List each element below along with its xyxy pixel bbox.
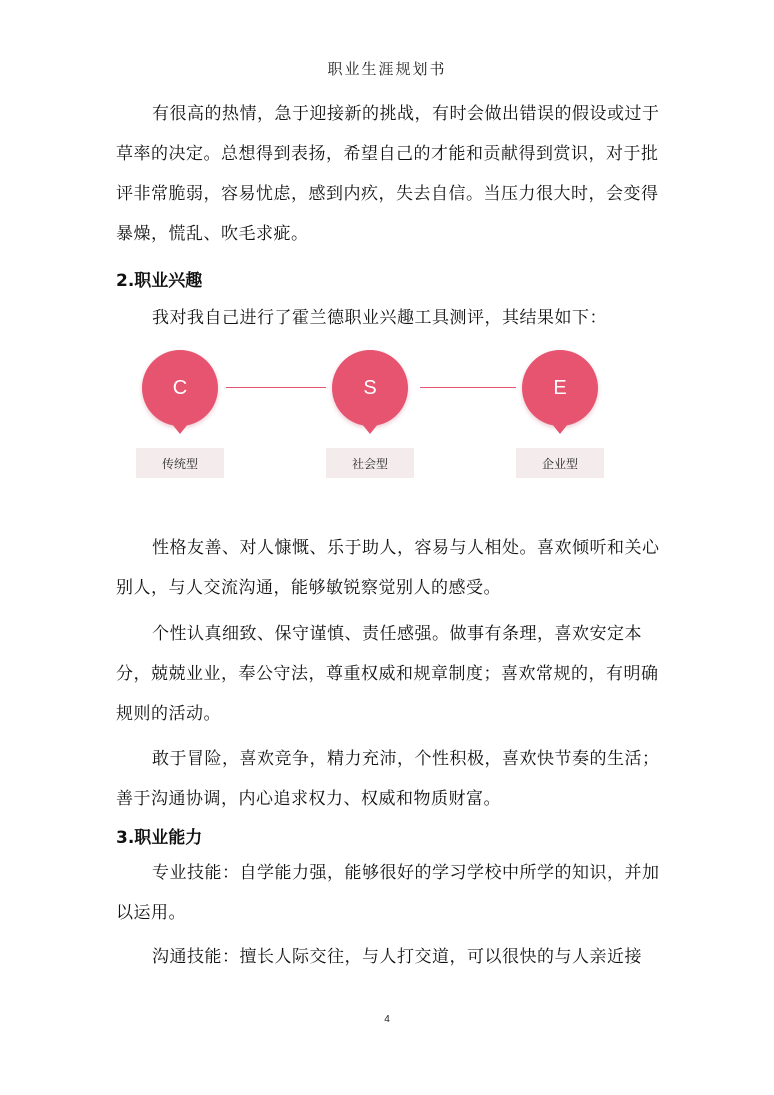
holland-node-conventional (142, 350, 218, 471)
paragraph-communication-skill: 沟通技能：擅长人际交往，与人打交道，可以很快的与人亲近接 (152, 947, 642, 967)
connector-line-s-e (420, 387, 516, 388)
section-title-career-ability: 3.职业能力 (116, 828, 203, 848)
holland-circle-s: S (332, 350, 408, 426)
holland-node-social (332, 350, 408, 471)
paragraph-intro-continued: 有很高的热情，急于迎接新的挑战，有时会做出错误的假设或过于草率的决定。总想得到表扬，希望自己的才能和贡献得到赏识，对于批评非常脆弱，容易忧虑，感到内疚，失去自信。当压力很大时，会变得暴燥，慌乱、吹毛求疵。 (116, 104, 660, 244)
page-number: 4 (384, 1014, 390, 1025)
section-title-career-interest: 2.职业兴趣 (116, 271, 203, 291)
holland-node-enterprising (522, 350, 598, 471)
pin-pointer-icon (362, 424, 378, 434)
paragraph-conventional-description: 个性认真细致、保守谨慎、责任感强。做事有条理，喜欢安定本分，兢兢业业，奉公守法，尊重权威和规章制度；喜欢常规的，有明确规则的活动。 (116, 624, 659, 724)
paragraph-holland-intro: 我对我自己进行了霍兰德职业兴趣工具测评，其结果如下： (152, 308, 607, 328)
connector-line-c-s (226, 387, 326, 388)
paragraph-social-description: 性格友善、对人慷慨、乐于助人，容易与人相处。喜欢倾听和关心别人，与人交流沟通，能够敏锐察觉别人的感受。 (116, 538, 660, 598)
holland-circle-e: E (522, 350, 598, 426)
holland-circle-c: C (142, 350, 218, 426)
holland-result-diagram (138, 350, 608, 485)
holland-type-label-enterprising: 企业型 (516, 448, 604, 478)
holland-type-label-social: 社会型 (326, 448, 414, 478)
pin-pointer-icon (552, 424, 568, 434)
holland-type-label-conventional: 传统型 (136, 448, 224, 478)
paragraph-enterprising-description: 敢于冒险，喜欢竞争，精力充沛，个性积极，喜欢快节奏的生活；善于沟通协调，内心追求权力、权威和物质财富。 (116, 749, 660, 809)
pin-pointer-icon (172, 424, 188, 434)
page-header-title: 职业生涯规划书 (327, 60, 447, 78)
paragraph-professional-skill: 专业技能：自学能力强，能够很好的学习学校中所学的知识，并加以运用。 (116, 863, 660, 923)
